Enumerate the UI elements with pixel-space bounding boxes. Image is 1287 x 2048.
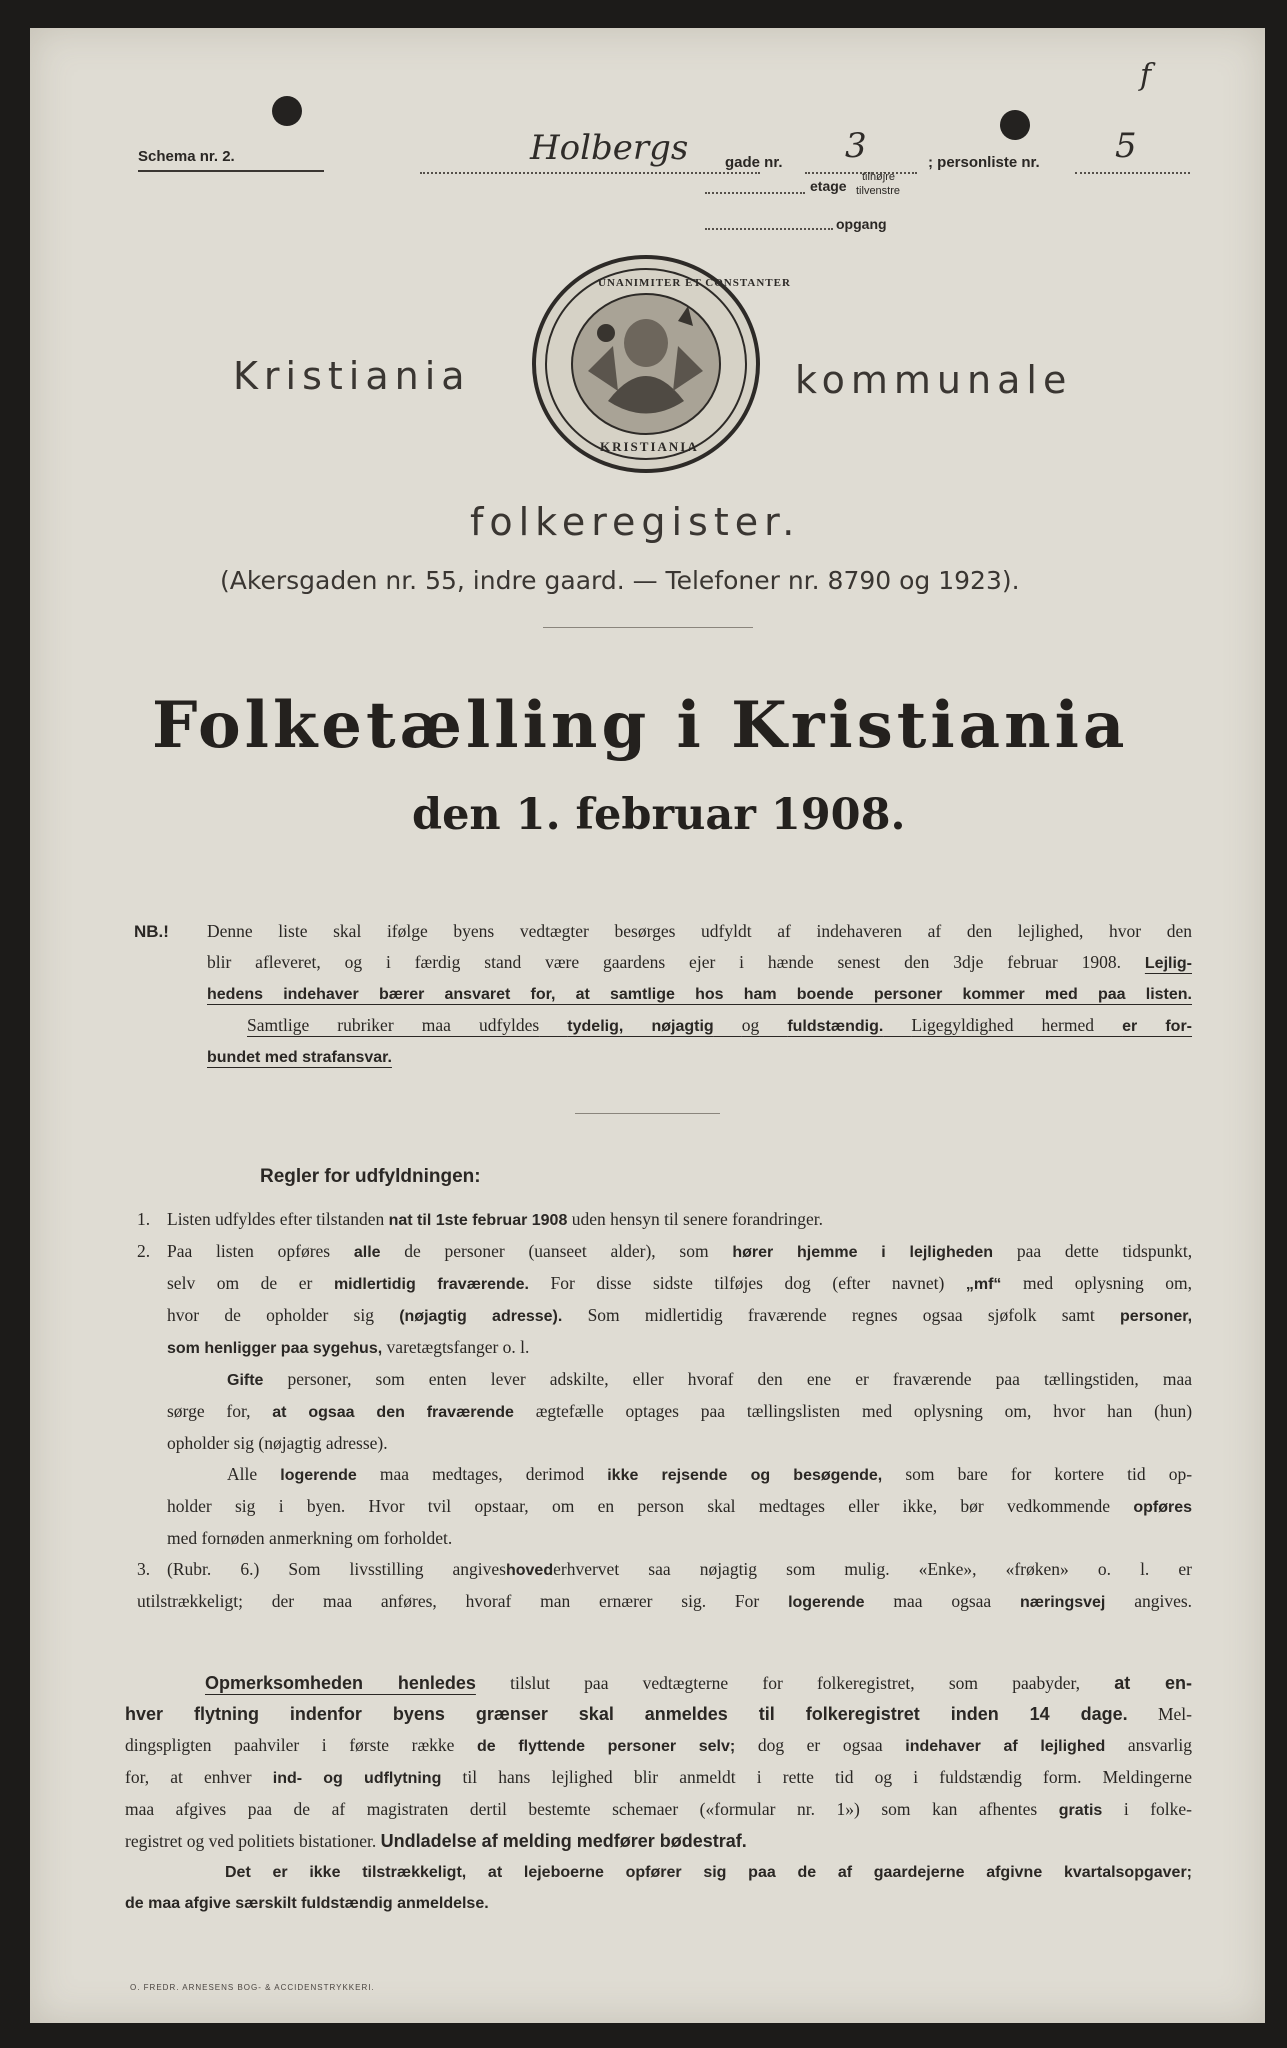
notice-l6a: registret og ved politiets bistationer. [125, 1831, 377, 1851]
office-address: (Akersgaden nr. 55, indre gaard. — Telefoner nr. 8790 og 1923). [220, 566, 1020, 595]
rule-1-text [167, 1204, 1192, 1236]
nb-line-3: hedens indehaver bærer ansvaret for, at samtlige hos ham boende personer kommer med paa listen. [207, 986, 1192, 1003]
notice-line-3 [125, 1730, 1192, 1762]
notice-l5a: maa afgives paa de af magistraten dertil bestemte schemaer («formular nr. 1») som kan afhentes [125, 1799, 1038, 1819]
rule-1 [137, 1204, 1192, 1236]
nb-line-1: Denne liste skal ifølge byens vedtægter besørges udfyldt af indehaveren af den lejlighed, hvor den [207, 921, 1192, 941]
main-title: Folketælling i Kristiania [152, 688, 1129, 763]
g-l2a: sørge for, [167, 1401, 251, 1421]
r2-l3c: Som midlertidig fraværende regnes ogsaa sjøfolk samt [587, 1305, 1095, 1325]
notice-l5c: i folke- [1123, 1799, 1193, 1819]
seal-text-top: UNANIMITER ET CONSTANTER [598, 277, 791, 289]
nb-label: NB.! [134, 922, 169, 941]
opgang-label: opgang [836, 216, 887, 232]
r2-l1e: paa dette tidspunkt, [1016, 1241, 1193, 1261]
r2-l2e: med oplysning om, [1023, 1273, 1193, 1293]
personliste-value: 5 [1115, 126, 1137, 166]
title-kommunale: kommunale [795, 358, 1073, 402]
nb-line-4-d: fuldstændig. [787, 1018, 884, 1035]
rule-3-number: 3. [137, 1559, 151, 1579]
r2-l2d: „mf“ [965, 1276, 1002, 1293]
a-l1b: logerende [280, 1467, 357, 1484]
etage-label: etage [810, 178, 847, 194]
street-handwritten: Holbergs [530, 128, 689, 168]
r2-l3d: personer, [1120, 1308, 1193, 1325]
gifte-line-1 [167, 1364, 1192, 1396]
nb-line-2 [207, 947, 1192, 979]
rule-2-text [167, 1236, 1192, 1554]
divider-top [543, 627, 753, 628]
personliste-label: ; personliste nr. [928, 154, 1040, 171]
r2-l1a: Paa listen opføres [167, 1241, 331, 1261]
g-l1b: personer, som enten lever adskilte, eller hvoraf den ene er fraværende paa tællingstiden, maa [287, 1369, 1193, 1389]
a-l1c: maa medtages, derimod [379, 1464, 585, 1484]
sub-title: den 1. februar 1908. [412, 790, 906, 840]
rule-3 [137, 1554, 1192, 1586]
notice-line-1 [125, 1668, 1192, 1699]
notice-l5b: gratis [1058, 1802, 1103, 1819]
rules-list [137, 1204, 1192, 1618]
notice-l4b: ind- og udflytning [272, 1770, 442, 1787]
rule-2-line-3 [167, 1300, 1192, 1332]
a-l1d: ikke rejsende og besøgende, [607, 1467, 883, 1484]
alle-line-1 [167, 1459, 1192, 1491]
r3-l2b: logerende [788, 1594, 865, 1611]
r2-l3a: hvor de opholder sig [167, 1305, 374, 1325]
a-l2b: opføres [1133, 1499, 1192, 1516]
g-l2b: at ogsaa den fraværende [272, 1404, 514, 1421]
notice-l3b: de flyttende personer selv; [477, 1738, 736, 1755]
notice-l2: hver flytning indenfor byens grænser skal anmeldes til folkeregistret inden 14 dage. [125, 1704, 1128, 1724]
punch-hole-left [272, 96, 302, 126]
notice-l4a: for, at enhver [125, 1767, 252, 1787]
r2-l2a: selv om de er [167, 1273, 313, 1293]
notice-line-6 [125, 1826, 1192, 1857]
title-folkeregister: folkeregister. [470, 500, 801, 544]
gifte-line-3: opholder sig (nøjagtig adresse). [167, 1433, 388, 1453]
title-kristiania: Kristiania [233, 354, 471, 398]
a-l1e: som bare for kortere tid op- [905, 1464, 1193, 1484]
notice-l6b: Undladelse af melding medfører bødestraf. [380, 1831, 747, 1851]
opgang-field [705, 214, 833, 230]
notice-line-2 [125, 1699, 1192, 1730]
tilhojre-label: tilhøjre [862, 171, 896, 183]
nb-line-2-text: blir afleveret, og i færdig stand være gaardens ejer i hænde senest den 3dje februar 1908. [207, 952, 1122, 972]
rule-2-line-1 [167, 1236, 1192, 1268]
schema-label: Schema nr. 2. [138, 148, 235, 165]
nb-line-4-a: Samtlige rubriker maa udfyldes [247, 1015, 540, 1035]
r3-l2e: angives. [1134, 1591, 1193, 1611]
r2-l1d: hører hjemme i lejligheden [732, 1244, 994, 1261]
nb-line-4-b: tydelig, nøjagtig [567, 1018, 714, 1035]
g-l2c: ægtefælle optages paa tællingslisten med oplysning om, hvor han (hun) [535, 1401, 1193, 1421]
notice-l4c: til hans lejlighed blir anmeldt i rette tid og i fuldstændig form. Meldingerne [462, 1767, 1192, 1787]
rule-3-text [167, 1554, 1192, 1586]
r3-l2a: utilstrækkeligt; der maa anføres, hvoraf man ernærer sig. For [137, 1591, 760, 1611]
notice-l3e: ansvarlig [1127, 1735, 1192, 1755]
alle-line-2 [167, 1491, 1192, 1523]
etage-field [705, 178, 805, 194]
r2-l3b: (nøjagtig adresse). [399, 1308, 563, 1325]
g-l1a: Gifte [227, 1372, 264, 1389]
corner-handwritten-mark: f [1140, 58, 1152, 93]
r2-l1c: de personer (uanseet alder), som [404, 1241, 709, 1261]
rules-heading: Regler for udfyldningen: [260, 1166, 481, 1187]
rule-3-line-1 [167, 1554, 1192, 1586]
divider-middle [575, 1113, 720, 1114]
r2-l4b: varetægtsfanger o. l. [386, 1337, 530, 1357]
rule-3-line-2 [137, 1586, 1192, 1618]
gade-number-value: 3 [845, 126, 867, 166]
notice-l1b: tilslut paa vedtægterne for folkeregistret, som paabyder, [510, 1673, 1080, 1693]
census-form-page [30, 28, 1265, 2023]
notice-line-5 [125, 1794, 1192, 1826]
gade-label: gade nr. [725, 154, 783, 171]
nb-paragraph [207, 916, 1192, 1073]
r2-l1b: alle [353, 1244, 381, 1261]
notice-p2-line-1: Det er ikke tilstrækkeligt, at lejeboerne opfører sig paa de af gaardejerne afgivne kvartalsopgaver; [225, 1864, 1192, 1881]
tilvenstre-label: tilvenstre [856, 185, 901, 197]
r3-l1b: hoved [505, 1562, 554, 1579]
notice-l1a: Opmerksomheden henledes [205, 1673, 476, 1693]
r3-l1a: (Rubr. 6.) Som livsstilling angives [167, 1559, 506, 1579]
r2-l2b: midlertidig fraværende. [333, 1276, 529, 1293]
seal-text-bottom: KRISTIANIA [600, 439, 699, 454]
notice-l3d: indehaver af lejlighed [905, 1738, 1106, 1755]
nb-line-2-bold: Lejlig- [1144, 955, 1192, 972]
rule-2-line-2 [167, 1268, 1192, 1300]
rule-2 [137, 1236, 1192, 1554]
nb-line-4-f: er for- [1122, 1018, 1193, 1035]
notice-l3c: dog er ogsaa [757, 1735, 883, 1755]
rule-2-line-4 [167, 1332, 1192, 1364]
notice-l2b: Mel- [1157, 1704, 1192, 1724]
rule-2-number: 2. [137, 1241, 151, 1261]
gifte-line-2 [167, 1396, 1192, 1428]
notice-l1c: at en- [1114, 1673, 1193, 1693]
punch-hole-right [1000, 110, 1030, 140]
rule-1-number: 1. [137, 1209, 151, 1229]
r2-l4a: som henligger paa sygehus, [167, 1340, 383, 1357]
nb-line-4 [207, 1010, 1192, 1042]
r3-l2c: maa ogsaa [893, 1591, 992, 1611]
nb-line-4-e: Ligegyldighed hermed [911, 1015, 1094, 1035]
nb-line-4-c: og [741, 1015, 760, 1035]
notice-paragraph [125, 1668, 1192, 1919]
a-l2a: holder sig i byen. Hvor tvil opstaar, om en person skal medtages eller ikke, bør vedkommende [167, 1496, 1111, 1516]
r3-l1c: erhvervet saa nøjagtig som mulig. «Enke», «frøken» o. l. er [553, 1559, 1192, 1579]
r2-l2c: For disse sidste tilføjes dog (efter navnet) [550, 1273, 945, 1293]
printer-imprint: O. FREDR. ARNESENS BOG- & ACCIDENSTRYKKERI. [130, 1983, 375, 1992]
notice-p2-line-2: de maa afgive særskilt fuldstændig anmeldelse. [125, 1895, 489, 1912]
notice-l3a: dingspligten paahviler i første række [125, 1735, 455, 1755]
nb-line-5: bundet med strafansvar. [207, 1049, 392, 1066]
a-l1a: Alle [227, 1464, 258, 1484]
r3-l2d: næringsvej [1020, 1594, 1106, 1611]
rule-1-a: Listen udfyldes efter tilstanden [167, 1209, 385, 1229]
notice-line-4 [125, 1762, 1192, 1794]
rule-1-c: uden hensyn til senere forandringer. [571, 1209, 823, 1229]
rule-1-b: nat til 1ste februar 1908 [388, 1212, 568, 1229]
schema-number [138, 148, 324, 172]
alle-line-3: med fornøden anmerkning om forholdet. [167, 1528, 453, 1548]
